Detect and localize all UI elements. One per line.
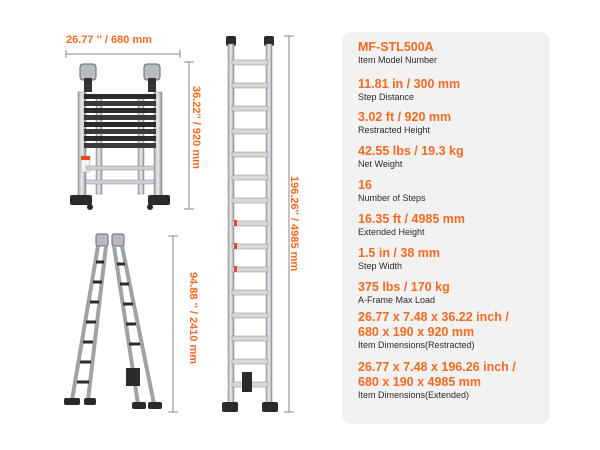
spec-value: 3.02 ft / 920 mm [358,110,452,124]
spec-extended-height [358,212,465,238]
spec-value: MF-STL500A [358,40,434,54]
spec-model-number [358,40,437,66]
spec-label: Step Width [358,261,403,271]
spec-panel [342,32,550,424]
spec-label: Item Model Number [358,55,438,65]
spec-step-width [358,246,440,272]
extended-height-label: 196.26'' / 4985 mm [288,176,300,272]
spec-label: Step Distance [358,92,415,102]
spec-label: Restracted Height [358,125,431,135]
spec-value: 11.81 in / 300 mm [358,77,461,91]
spec-value-line-2: 680 x 190 x 4985 mm [358,375,482,389]
folded-width-label: 26.77 '' / 680 mm [66,34,152,46]
spec-net-weight [358,144,464,170]
aframe-height-label: 94.88 '' / 2410 mm [187,272,199,365]
spec-aframe-max-load [358,280,450,306]
spec-dimensions-restracted [358,310,509,351]
extended-ladder-illustration [222,36,294,412]
spec-value-line-2: 680 x 190 x 920 mm [358,325,475,339]
spec-value: 26.77 x 7.48 x 36.22 inch / [358,310,509,324]
folded-ladder-illustration [66,50,194,210]
spec-label: Item Dimensions(Extended) [358,390,470,400]
spec-value: 16 [358,178,372,192]
spec-value: 1.5 in / 38 mm [358,246,440,260]
spec-number-of-steps [358,178,426,204]
spec-dimensions-extended [358,360,516,401]
aframe-ladder-illustration [64,234,178,412]
spec-value: 42.55 lbs / 19.3 kg [358,144,464,158]
spec-step-distance [358,77,460,103]
spec-label: Extended Height [358,227,425,237]
spec-value: 16.35 ft / 4985 mm [358,212,466,226]
spec-label: A-Frame Max Load [358,295,436,305]
spec-label: Item Dimensions(Restracted) [358,340,475,350]
spec-label: Number of Steps [358,193,426,203]
spec-value: 26.77 x 7.48 x 196.26 inch / [358,360,516,374]
folded-height-label: 36.22'' / 920 mm [190,86,202,169]
spec-label: Net Weight [358,159,403,169]
spec-restracted-height [358,110,451,136]
spec-value: 375 lbs / 170 kg [358,280,450,294]
